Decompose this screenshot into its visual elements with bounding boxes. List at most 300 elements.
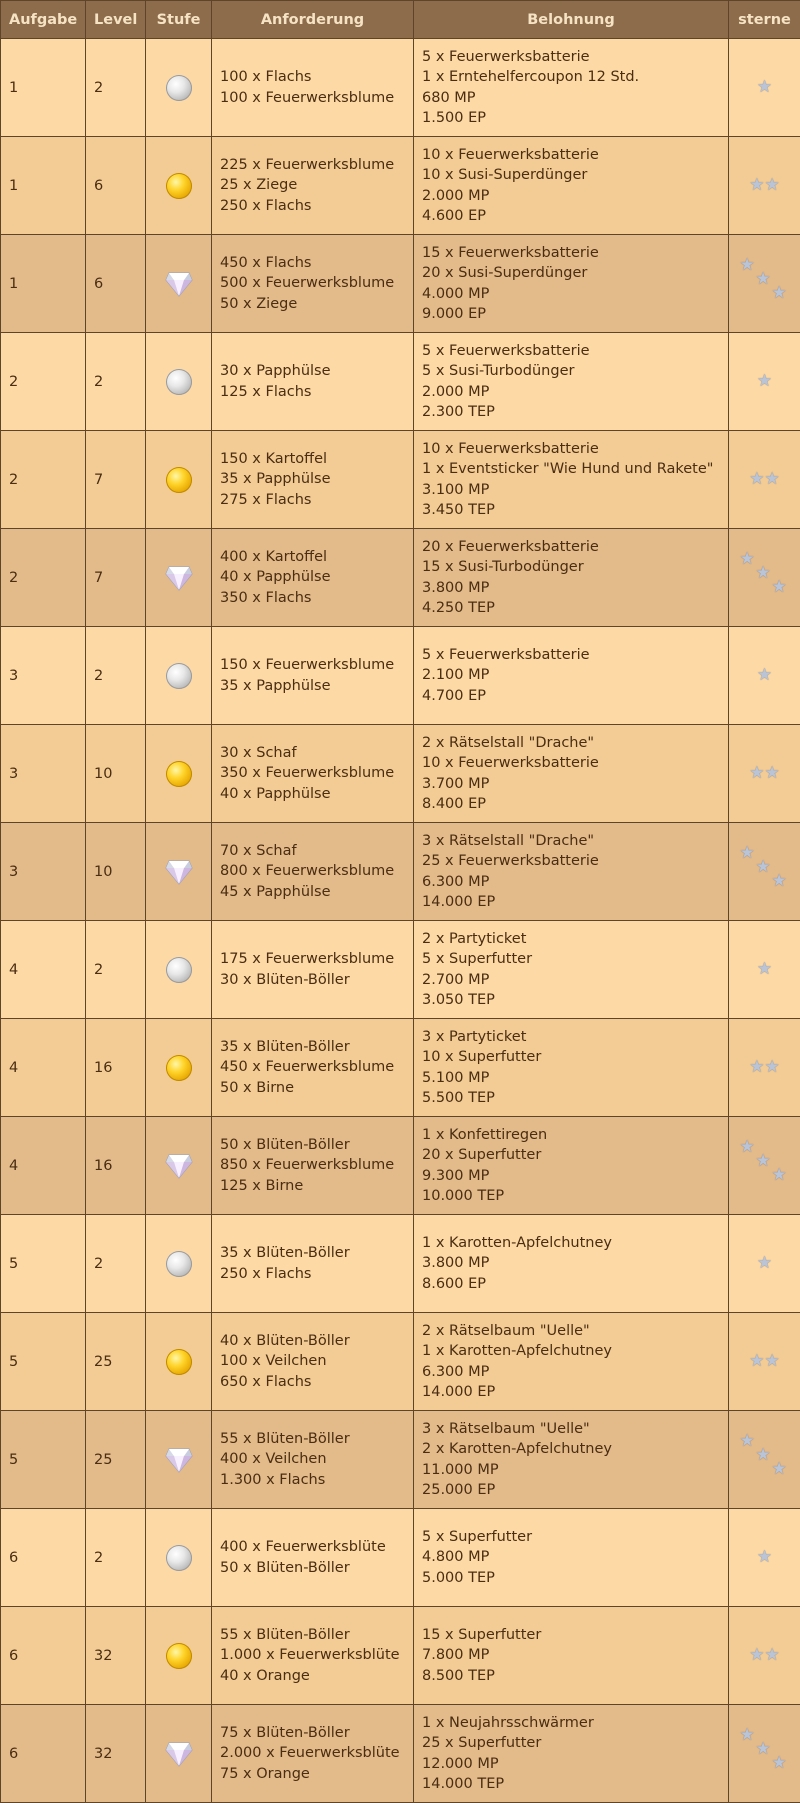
anforderung-cell <box>212 137 414 235</box>
sterne-cell <box>729 921 800 1019</box>
stufe-cell <box>146 1117 212 1215</box>
belohnung-line: 2 x Rätselbaum "Uelle" <box>422 1321 720 1342</box>
belohnung-line: 3.800 MP <box>422 578 720 599</box>
belohnung-line: 2.000 MP <box>422 186 720 207</box>
anforderung-line: 70 x Schaf <box>220 841 405 862</box>
belohnung-line: 6.300 MP <box>422 872 720 893</box>
anforderung-line: 40 x Orange <box>220 1666 405 1687</box>
anforderung-cell <box>212 235 414 333</box>
anforderung-line: 35 x Papphülse <box>220 676 405 697</box>
belohnung-line: 5 x Superfutter <box>422 1527 720 1548</box>
silver-coin-icon <box>166 1251 192 1277</box>
belohnung-line: 5 x Feuerwerksbatterie <box>422 47 720 68</box>
belohnung-line: 25 x Superfutter <box>422 1733 720 1754</box>
star-icon: ★ <box>757 665 772 685</box>
anforderung-line: 30 x Schaf <box>220 743 405 764</box>
anforderung-line: 35 x Blüten-Böller <box>220 1037 405 1058</box>
table-row <box>1 1705 800 1803</box>
belohnung-line: 20 x Susi-Superdünger <box>422 263 720 284</box>
table-row <box>1 39 800 137</box>
table-row <box>1 1411 800 1509</box>
belohnung-line: 8.600 EP <box>422 1274 720 1295</box>
anforderung-line: 2.000 x Feuerwerksblüte <box>220 1743 405 1764</box>
anforderung-line: 450 x Flachs <box>220 253 405 274</box>
belohnung-cell <box>414 725 729 823</box>
gold-coin-icon <box>166 173 192 199</box>
stufe-cell <box>146 529 212 627</box>
star-icon: ★ <box>765 469 780 489</box>
aufgabe-cell: 1 <box>1 39 86 137</box>
anforderung-line: 650 x Flachs <box>220 1372 405 1393</box>
anforderung-line: 450 x Feuerwerksblume <box>220 1057 405 1078</box>
belohnung-line: 25 x Feuerwerksbatterie <box>422 851 720 872</box>
sterne-cell <box>729 1215 800 1313</box>
sterne-cell <box>729 1607 800 1705</box>
belohnung-cell <box>414 39 729 137</box>
star-icon: ★ <box>772 1461 787 1478</box>
aufgabe-cell: 3 <box>1 823 86 921</box>
belohnung-line: 10 x Feuerwerksbatterie <box>422 439 720 460</box>
anforderung-cell <box>212 725 414 823</box>
sterne-cell <box>729 1117 800 1215</box>
belohnung-line: 1.500 EP <box>422 108 720 129</box>
stufe-cell <box>146 1313 212 1411</box>
level-cell: 32 <box>86 1607 146 1705</box>
sterne-cell <box>729 333 800 431</box>
belohnung-line: 3 x Rätselstall "Drache" <box>422 831 720 852</box>
anforderung-cell <box>212 1509 414 1607</box>
belohnung-line: 2.000 MP <box>422 382 720 403</box>
aufgabe-cell: 4 <box>1 921 86 1019</box>
star-icon: ★ <box>749 1351 764 1371</box>
belohnung-line: 10 x Feuerwerksbatterie <box>422 753 720 774</box>
level-cell: 6 <box>86 235 146 333</box>
aufgabe-cell: 3 <box>1 725 86 823</box>
belohnung-line: 2 x Rätselstall "Drache" <box>422 733 720 754</box>
level-cell: 6 <box>86 137 146 235</box>
star-icon: ★ <box>765 1645 780 1665</box>
belohnung-line: 5.500 TEP <box>422 1088 720 1109</box>
header-anforderung: Anforderung <box>212 1 414 39</box>
belohnung-line: 8.500 TEP <box>422 1666 720 1687</box>
table-row <box>1 921 800 1019</box>
belohnung-line: 15 x Superfutter <box>422 1625 720 1646</box>
belohnung-line: 3.450 TEP <box>422 500 720 521</box>
belohnung-cell <box>414 137 729 235</box>
diamond-icon <box>165 271 193 297</box>
anforderung-cell <box>212 333 414 431</box>
star-icon: ★ <box>740 1727 755 1744</box>
anforderung-cell <box>212 1117 414 1215</box>
silver-coin-icon <box>166 369 192 395</box>
anforderung-cell <box>212 529 414 627</box>
aufgabe-cell: 1 <box>1 235 86 333</box>
anforderung-line: 150 x Feuerwerksblume <box>220 655 405 676</box>
belohnung-line: 2 x Partyticket <box>422 929 720 950</box>
belohnung-line: 2.100 MP <box>422 665 720 686</box>
level-cell: 10 <box>86 725 146 823</box>
star-icon: ★ <box>772 1167 787 1184</box>
belohnung-line: 4.800 MP <box>422 1547 720 1568</box>
anforderung-line: 50 x Birne <box>220 1078 405 1099</box>
anforderung-line: 55 x Blüten-Böller <box>220 1429 405 1450</box>
level-cell: 16 <box>86 1019 146 1117</box>
anforderung-line: 175 x Feuerwerksblume <box>220 949 405 970</box>
anforderung-line: 500 x Feuerwerksblume <box>220 273 405 294</box>
level-cell: 25 <box>86 1411 146 1509</box>
belohnung-line: 3.100 MP <box>422 480 720 501</box>
belohnung-line: 5 x Susi-Turbodünger <box>422 361 720 382</box>
anforderung-line: 55 x Blüten-Böller <box>220 1625 405 1646</box>
belohnung-line: 2.300 TEP <box>422 402 720 423</box>
level-cell: 16 <box>86 1117 146 1215</box>
belohnung-line: 1 x Karotten-Apfelchutney <box>422 1341 720 1362</box>
star-icon: ★ <box>765 1057 780 1077</box>
header-belohnung: Belohnung <box>414 1 729 39</box>
gold-coin-icon <box>166 1055 192 1081</box>
star-icon: ★ <box>749 1057 764 1077</box>
belohnung-line: 15 x Feuerwerksbatterie <box>422 243 720 264</box>
belohnung-line: 3 x Partyticket <box>422 1027 720 1048</box>
stars-group <box>740 257 790 307</box>
diamond-icon <box>165 1153 193 1179</box>
belohnung-line: 3.050 TEP <box>422 990 720 1011</box>
sterne-cell <box>729 235 800 333</box>
belohnung-line: 2 x Karotten-Apfelchutney <box>422 1439 720 1460</box>
belohnung-line: 14.000 EP <box>422 892 720 913</box>
star-icon: ★ <box>772 1755 787 1772</box>
sterne-cell <box>729 39 800 137</box>
anforderung-cell <box>212 1607 414 1705</box>
belohnung-line: 15 x Susi-Turbodünger <box>422 557 720 578</box>
anforderung-line: 250 x Flachs <box>220 196 405 217</box>
aufgabe-cell: 4 <box>1 1019 86 1117</box>
stufe-cell <box>146 725 212 823</box>
star-icon: ★ <box>740 1433 755 1450</box>
star-icon: ★ <box>740 551 755 568</box>
anforderung-line: 400 x Kartoffel <box>220 547 405 568</box>
stufe-cell <box>146 137 212 235</box>
diamond-icon <box>165 859 193 885</box>
stufe-cell <box>146 1411 212 1509</box>
anforderung-line: 275 x Flachs <box>220 490 405 511</box>
stufe-cell <box>146 39 212 137</box>
stufe-cell <box>146 1607 212 1705</box>
stufe-cell <box>146 627 212 725</box>
diamond-icon <box>165 565 193 591</box>
anforderung-line: 125 x Flachs <box>220 382 405 403</box>
stufe-cell <box>146 823 212 921</box>
star-icon: ★ <box>756 859 771 876</box>
table-row <box>1 431 800 529</box>
star-icon: ★ <box>749 469 764 489</box>
silver-coin-icon <box>166 1545 192 1571</box>
belohnung-line: 4.600 EP <box>422 206 720 227</box>
anforderung-cell <box>212 1705 414 1803</box>
anforderung-cell <box>212 431 414 529</box>
star-icon: ★ <box>757 77 772 97</box>
sterne-cell <box>729 1509 800 1607</box>
star-icon: ★ <box>740 845 755 862</box>
anforderung-line: 800 x Feuerwerksblume <box>220 861 405 882</box>
belohnung-line: 680 MP <box>422 88 720 109</box>
anforderung-line: 400 x Veilchen <box>220 1449 405 1470</box>
belohnung-line: 1 x Karotten-Apfelchutney <box>422 1233 720 1254</box>
aufgabe-cell: 4 <box>1 1117 86 1215</box>
anforderung-line: 50 x Blüten-Böller <box>220 1558 405 1579</box>
anforderung-line: 400 x Feuerwerksblüte <box>220 1537 405 1558</box>
anforderung-line: 100 x Flachs <box>220 67 405 88</box>
table-row <box>1 1117 800 1215</box>
belohnung-line: 5 x Superfutter <box>422 949 720 970</box>
anforderung-line: 350 x Flachs <box>220 588 405 609</box>
anforderung-cell <box>212 921 414 1019</box>
aufgabe-cell: 5 <box>1 1411 86 1509</box>
anforderung-line: 150 x Kartoffel <box>220 449 405 470</box>
star-icon: ★ <box>756 1447 771 1464</box>
star-icon: ★ <box>757 1547 772 1567</box>
belohnung-line: 5 x Feuerwerksbatterie <box>422 341 720 362</box>
belohnung-line: 4.250 TEP <box>422 598 720 619</box>
diamond-icon <box>165 1741 193 1767</box>
belohnung-line: 14.000 TEP <box>422 1774 720 1795</box>
anforderung-line: 35 x Blüten-Böller <box>220 1243 405 1264</box>
stars-group <box>740 551 790 601</box>
belohnung-line: 20 x Feuerwerksbatterie <box>422 537 720 558</box>
stars-group <box>740 1433 790 1483</box>
sterne-cell <box>729 137 800 235</box>
belohnung-cell <box>414 1117 729 1215</box>
sterne-cell <box>729 1019 800 1117</box>
belohnung-cell <box>414 1411 729 1509</box>
belohnung-cell <box>414 333 729 431</box>
aufgabe-cell: 5 <box>1 1215 86 1313</box>
anforderung-cell <box>212 39 414 137</box>
anforderung-cell <box>212 1411 414 1509</box>
sterne-cell <box>729 627 800 725</box>
star-icon: ★ <box>757 371 772 391</box>
belohnung-line: 1 x Eventsticker "Wie Hund und Rakete" <box>422 459 720 480</box>
belohnung-line: 9.300 MP <box>422 1166 720 1187</box>
star-icon: ★ <box>757 1253 772 1273</box>
star-icon: ★ <box>756 565 771 582</box>
header-sterne: sterne <box>729 1 800 39</box>
table-row <box>1 725 800 823</box>
star-icon: ★ <box>772 579 787 596</box>
level-cell: 7 <box>86 431 146 529</box>
star-icon: ★ <box>765 1351 780 1371</box>
stufe-cell <box>146 1705 212 1803</box>
header-aufgabe: Aufgabe <box>1 1 86 39</box>
anforderung-line: 35 x Papphülse <box>220 469 405 490</box>
stufe-cell <box>146 431 212 529</box>
anforderung-line: 50 x Ziege <box>220 294 405 315</box>
anforderung-line: 75 x Orange <box>220 1764 405 1785</box>
belohnung-line: 1 x Neujahrsschwärmer <box>422 1713 720 1734</box>
belohnung-line: 10 x Feuerwerksbatterie <box>422 145 720 166</box>
table-row <box>1 137 800 235</box>
anforderung-line: 350 x Feuerwerksblume <box>220 763 405 784</box>
table-row <box>1 529 800 627</box>
level-cell: 2 <box>86 39 146 137</box>
star-icon: ★ <box>749 763 764 783</box>
belohnung-cell <box>414 1019 729 1117</box>
belohnung-line: 20 x Superfutter <box>422 1145 720 1166</box>
star-icon: ★ <box>765 763 780 783</box>
belohnung-line: 5.100 MP <box>422 1068 720 1089</box>
belohnung-line: 11.000 MP <box>422 1460 720 1481</box>
belohnung-line: 8.400 EP <box>422 794 720 815</box>
header-stufe: Stufe <box>146 1 212 39</box>
silver-coin-icon <box>166 75 192 101</box>
belohnung-cell <box>414 921 729 1019</box>
table-row <box>1 1509 800 1607</box>
anforderung-line: 45 x Papphülse <box>220 882 405 903</box>
stars-group <box>740 845 790 895</box>
stufe-cell <box>146 235 212 333</box>
aufgabe-cell: 5 <box>1 1313 86 1411</box>
belohnung-cell <box>414 1607 729 1705</box>
belohnung-line: 7.800 MP <box>422 1645 720 1666</box>
stufe-cell <box>146 1215 212 1313</box>
table-row <box>1 823 800 921</box>
table-row <box>1 1019 800 1117</box>
belohnung-cell <box>414 529 729 627</box>
belohnung-line: 4.000 MP <box>422 284 720 305</box>
anforderung-line: 50 x Blüten-Böller <box>220 1135 405 1156</box>
silver-coin-icon <box>166 957 192 983</box>
level-cell: 32 <box>86 1705 146 1803</box>
belohnung-line: 5 x Feuerwerksbatterie <box>422 645 720 666</box>
anforderung-line: 75 x Blüten-Böller <box>220 1723 405 1744</box>
level-cell: 7 <box>86 529 146 627</box>
belohnung-cell <box>414 1705 729 1803</box>
star-icon: ★ <box>765 175 780 195</box>
anforderung-line: 40 x Blüten-Böller <box>220 1331 405 1352</box>
gold-coin-icon <box>166 761 192 787</box>
silver-coin-icon <box>166 663 192 689</box>
anforderung-line: 100 x Feuerwerksblume <box>220 88 405 109</box>
star-icon: ★ <box>749 1645 764 1665</box>
anforderung-line: 250 x Flachs <box>220 1264 405 1285</box>
belohnung-cell <box>414 823 729 921</box>
belohnung-line: 25.000 EP <box>422 1480 720 1501</box>
belohnung-cell <box>414 431 729 529</box>
belohnung-cell <box>414 235 729 333</box>
belohnung-line: 1 x Erntehelfercoupon 12 Std. <box>422 67 720 88</box>
table-row <box>1 333 800 431</box>
table-row <box>1 235 800 333</box>
level-cell: 2 <box>86 1509 146 1607</box>
sterne-cell <box>729 529 800 627</box>
level-cell: 2 <box>86 627 146 725</box>
star-icon: ★ <box>749 175 764 195</box>
sterne-cell <box>729 431 800 529</box>
stufe-cell <box>146 333 212 431</box>
level-cell: 2 <box>86 921 146 1019</box>
sterne-cell <box>729 1705 800 1803</box>
sterne-cell <box>729 1411 800 1509</box>
header-row <box>1 1 800 39</box>
diamond-icon <box>165 1447 193 1473</box>
anforderung-cell <box>212 1019 414 1117</box>
stufe-cell <box>146 1019 212 1117</box>
level-cell: 10 <box>86 823 146 921</box>
anforderung-line: 100 x Veilchen <box>220 1351 405 1372</box>
belohnung-line: 10 x Superfutter <box>422 1047 720 1068</box>
anforderung-line: 40 x Papphülse <box>220 784 405 805</box>
belohnung-cell <box>414 1313 729 1411</box>
belohnung-line: 4.700 EP <box>422 686 720 707</box>
star-icon: ★ <box>772 285 787 302</box>
anforderung-line: 125 x Birne <box>220 1176 405 1197</box>
anforderung-line: 225 x Feuerwerksblume <box>220 155 405 176</box>
belohnung-line: 3 x Rätselbaum "Uelle" <box>422 1419 720 1440</box>
aufgabe-cell: 2 <box>1 431 86 529</box>
belohnung-cell <box>414 1509 729 1607</box>
stufe-cell <box>146 1509 212 1607</box>
star-icon: ★ <box>757 959 772 979</box>
anforderung-cell <box>212 627 414 725</box>
stars-group <box>740 1727 790 1777</box>
aufgabe-cell: 6 <box>1 1705 86 1803</box>
star-icon: ★ <box>772 873 787 890</box>
belohnung-line: 1 x Konfettiregen <box>422 1125 720 1146</box>
aufgabe-cell: 3 <box>1 627 86 725</box>
table-row <box>1 1607 800 1705</box>
level-cell: 2 <box>86 1215 146 1313</box>
belohnung-line: 2.700 MP <box>422 970 720 991</box>
gold-coin-icon <box>166 467 192 493</box>
belohnung-cell <box>414 1215 729 1313</box>
table-row <box>1 627 800 725</box>
anforderung-cell <box>212 1313 414 1411</box>
belohnung-line: 9.000 EP <box>422 304 720 325</box>
anforderung-line: 25 x Ziege <box>220 175 405 196</box>
level-cell: 25 <box>86 1313 146 1411</box>
aufgabe-cell: 6 <box>1 1607 86 1705</box>
gold-coin-icon <box>166 1643 192 1669</box>
sterne-cell <box>729 823 800 921</box>
aufgabe-cell: 6 <box>1 1509 86 1607</box>
star-icon: ★ <box>756 1153 771 1170</box>
table-row <box>1 1215 800 1313</box>
belohnung-line: 12.000 MP <box>422 1754 720 1775</box>
sterne-cell <box>729 1313 800 1411</box>
star-icon: ★ <box>756 271 771 288</box>
stufe-cell <box>146 921 212 1019</box>
anforderung-line: 40 x Papphülse <box>220 567 405 588</box>
star-icon: ★ <box>740 257 755 274</box>
belohnung-line: 3.700 MP <box>422 774 720 795</box>
level-cell: 2 <box>86 333 146 431</box>
anforderung-line: 850 x Feuerwerksblume <box>220 1155 405 1176</box>
star-icon: ★ <box>756 1741 771 1758</box>
gold-coin-icon <box>166 1349 192 1375</box>
table-row <box>1 1313 800 1411</box>
anforderung-cell <box>212 1215 414 1313</box>
aufgabe-cell: 2 <box>1 529 86 627</box>
anforderung-line: 30 x Blüten-Böller <box>220 970 405 991</box>
belohnung-line: 5.000 TEP <box>422 1568 720 1589</box>
belohnung-line: 10 x Susi-Superdünger <box>422 165 720 186</box>
header-level: Level <box>86 1 146 39</box>
sterne-cell <box>729 725 800 823</box>
belohnung-line: 6.300 MP <box>422 1362 720 1383</box>
aufgabe-cell: 1 <box>1 137 86 235</box>
aufgabe-cell: 2 <box>1 333 86 431</box>
anforderung-cell <box>212 823 414 921</box>
